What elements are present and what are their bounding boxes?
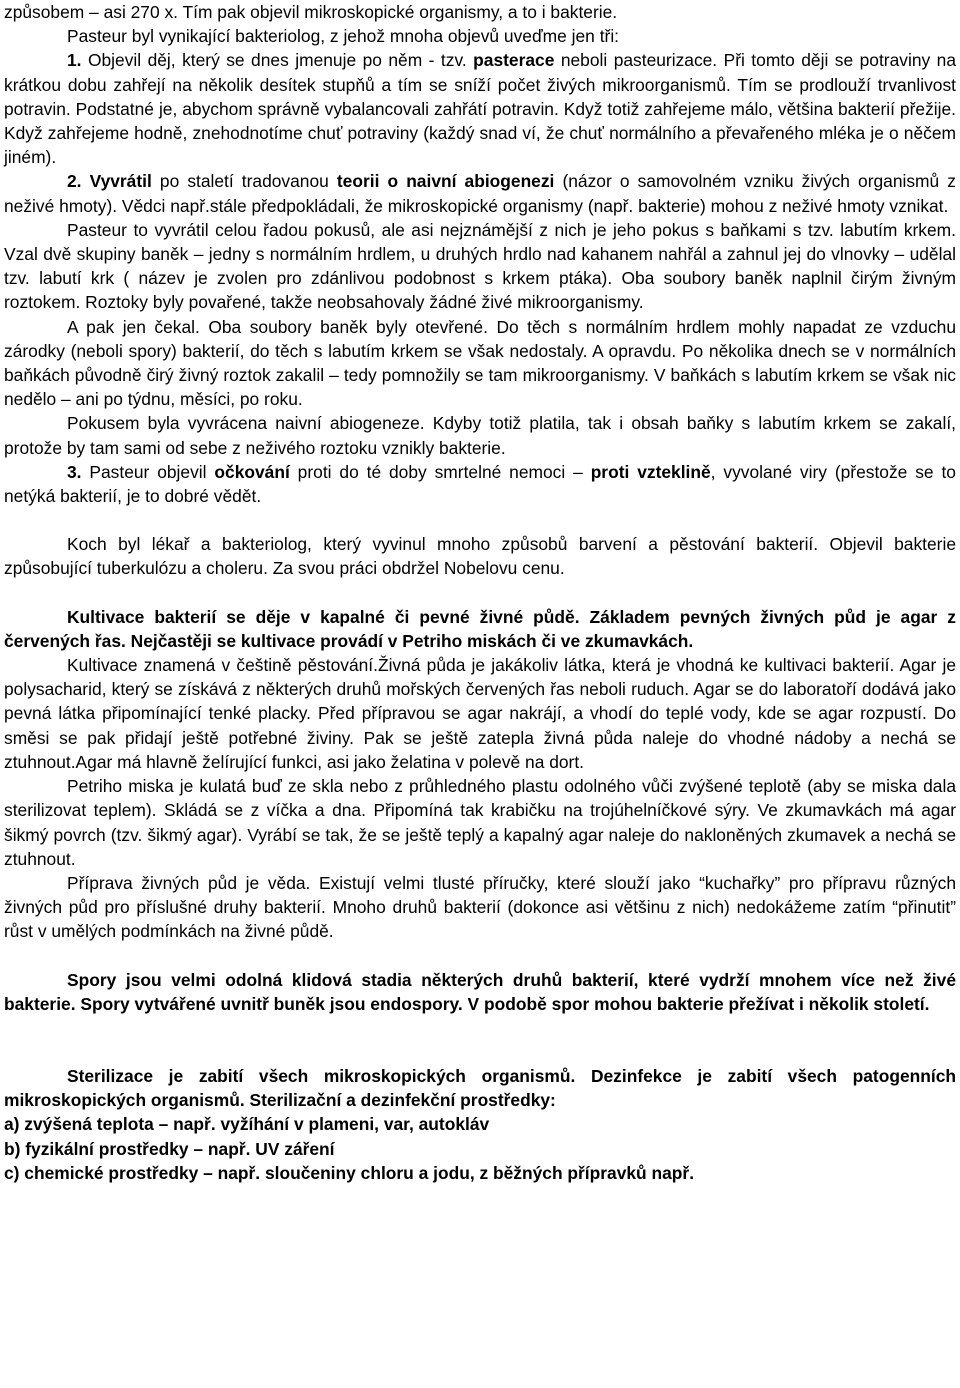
text-run: Příprava živných půd je věda. Existují velmi tlusté příručky, které slouží jako “kuchařky” pro přípravu různých živných půd pro příslušné druhy bakterií. Mnoho druhů bakterií (dokonce asi většinu z nich) nedokážeme zatím “přinutit” růst v umělých podmínkách na živné půdě. bbox=[4, 872, 956, 942]
text-run: Kultivace znamená v češtině pěstování.Živná půda je jakákoliv látka, která je vhodná ke kultivaci bakterií. Agar je polysacharid, který se získává z některých druhů mořských červených řas neboli ruduch. Agar se do laboratoří dodává jako pevná látka připomínající tenké placky. Před přípravou se agar nakrájí, a vhodí do teplé vody, kde se agar rozpustí. Do směsi se pak přidají ještě potřebné živiny. Pak se ještě zatepla živná půda naleje do vhodné nádoby a nechá se ztuhnout.Agar má hlavně želírující funkci, asi jako želatina v polevě na dort. bbox=[4, 655, 956, 772]
text-run bbox=[82, 171, 90, 191]
paragraph-media-preparation bbox=[4, 871, 956, 944]
bold-text: teorii o naivní abiogenezi bbox=[336, 171, 555, 192]
text-run: Koch byl lékař a bakteriolog, který vyvinul mnoho způsobů barvení a pěstování bakterií. Objevil bakterie způsobující tuberkulózu a choleru. Za svou práci obdržel Nobelovu cenu. bbox=[4, 534, 956, 579]
bold-text: očkování bbox=[214, 461, 290, 482]
text-run: , vyvolané viry (přestože se to netýká bakterií, je to dobré vědět. bbox=[4, 461, 956, 507]
bold-text: 3. bbox=[67, 461, 82, 482]
text-run: Pasteur objevil bbox=[81, 461, 215, 482]
paragraph-pasteur-intro bbox=[4, 24, 956, 48]
text-run: Pasteur to vyvrátil celou řadou pokusů, ale asi nejznámější z nich je jeho pokus s baňkami s tzv. labutím krkem. Vzal dvě skupiny baněk – jedny s normálním hrdlem, u druhých hrdlo nad kahanem nahřál a zahnul jej do vlnovky – udělal tzv. labutí krk ( název je zvolen pro zdánlivou podobnost s krkem ptáka). Oba soubory baněk naplnil čirým živným roztokem. Roztoky byly povařené, takže neobsahovaly žádné živé mikroorganismy. bbox=[4, 219, 956, 313]
paragraph-petri-dish bbox=[4, 774, 956, 871]
bold-text: pasterace bbox=[473, 50, 555, 71]
paragraph-koch bbox=[4, 532, 956, 580]
paragraph-sterilization bbox=[4, 1064, 956, 1112]
bold-text: c) chemické prostředky – např. sloučeniny chloru a jodu, z běžných přípravků např. bbox=[4, 1162, 695, 1183]
bold-text: proti vzteklině bbox=[590, 461, 711, 482]
text-run: proti do té doby smrtelné nemoci – bbox=[289, 461, 591, 482]
bold-text: a) zvýšená teplota – např. vyžíhání v plameni, var, autokláv bbox=[4, 1114, 490, 1135]
bold-text: b) fyzikální prostředky – např. UV záření bbox=[4, 1138, 335, 1159]
document-page bbox=[4, 0, 956, 1185]
paragraph-waiting-results bbox=[4, 315, 956, 412]
text-run: A pak jen čekal. Oba soubory baněk byly otevřené. Do těch s normálním hrdlem mohly napadat ze vzduchu zárodky (neboli spory) bakterií, do těch s labutím krkem se však nedostaly. A opravdu. Po několika dnech se v normálních baňkách původně čirý živný roztok zakalil – tedy pomnožily se tam mikroorganismy. V baňkách s labutím krkem se však nic nedělo – ani po týdnu, měsíci, po roku. bbox=[4, 316, 956, 410]
bold-text: Kultivace bakterií se děje v kapalné či pevné živné půdě. Základem pevných živných půd je agar z červených řas. Nejčastěji se kultivace provádí v Petriho miskách či ve zkumavkách. bbox=[4, 606, 956, 651]
text-run: Pokusem byla vyvrácena naivní abiogeneze. Kdyby totiž platila, tak i obsah baňky s labutím krkem se zakalí, protože by tam sami od sebe z neživého roztoku vznikly bakterie. bbox=[4, 413, 956, 458]
list-item-physical bbox=[4, 1137, 956, 1161]
text-run: po staletí tradovanou bbox=[151, 171, 337, 192]
paragraph-refutation bbox=[4, 411, 956, 459]
bold-text: 2. bbox=[67, 171, 82, 192]
list-item-chemical bbox=[4, 1161, 956, 1185]
paragraph-leeuwenhoek-end bbox=[4, 0, 956, 24]
bold-text: Spory jsou velmi odolná klidová stadia některých druhů bakterií, které vydrží mnohem více než živé bakterie. Spory vytvářené uvnitř buněk jsou endospory. V podobě spor mohou bakterie přežívat i několik století. bbox=[4, 969, 956, 1014]
text-run: způsobem – asi 270 x. Tím pak objevil mikroskopické organismy, a to i bakterie. bbox=[4, 2, 618, 22]
bold-text: 1. bbox=[67, 50, 82, 71]
text-run: Petriho miska je kulatá buď ze skla nebo z průhledného plastu odolného vůči zvýšené teplotě (aby se miska dala sterilizovat teplem). Skládá se z víčka a dna. Připomíná tak krabičku na trojúhelníčkové sýry. Ve zkumavkách má agar šikmý povrch (tzv. šikmý agar). Vyrábí se tak, že se ještě teplý a kapalný agar naleje do nakloněných zkumavek a nechá se ztuhnout. bbox=[4, 776, 956, 869]
list-item-heat bbox=[4, 1112, 956, 1136]
paragraph-abiogenesis bbox=[4, 169, 956, 217]
text-run: neboli pasteurizace. Při tomto ději se potraviny na krátkou dobu zahřejí na několik desítek stupňů a tím se sníží počet živých mikroorganismů. Tím se prodlouží trvanlivost potravin. Podstatné je, abychom správně vybalancovali zahřátí potravin. Když totiž zahřejeme málo, většina bakterií přežije. Když zahřejeme hodně, znehodnotíme chuť potraviny (každý snad ví, že chuť normálního a převařeného mléka je o něčem jiném). bbox=[4, 50, 956, 168]
bold-text: Vyvrátil bbox=[89, 171, 152, 192]
paragraph-cultivation-detail bbox=[4, 653, 956, 774]
paragraph-cultivation-summary bbox=[4, 605, 956, 653]
text-run: Pasteur byl vynikající bakteriolog, z jehož mnoha objevů uveďme jen tři: bbox=[67, 26, 620, 47]
text-run: (názor o samovolném vzniku živých organismů z neživé hmoty). Vědci např.stále předpokládali, že mikroskopické organismy (např. bakterie) mohou z neživé hmoty vznikat. bbox=[4, 171, 956, 216]
text-run: Objevil děj, který se dnes jmenuje po něm - tzv. bbox=[81, 50, 474, 71]
paragraph-vaccination bbox=[4, 460, 956, 508]
paragraph-spores bbox=[4, 968, 956, 1016]
paragraph-pasteurization bbox=[4, 48, 956, 169]
bold-text: Sterilizace je zabití všech mikroskopických organismů. Dezinfekce je zabití všech patogenních mikroskopických organismů. Sterilizační a dezinfekční prostředky: bbox=[4, 1065, 956, 1111]
paragraph-swan-neck-experiment bbox=[4, 218, 956, 315]
